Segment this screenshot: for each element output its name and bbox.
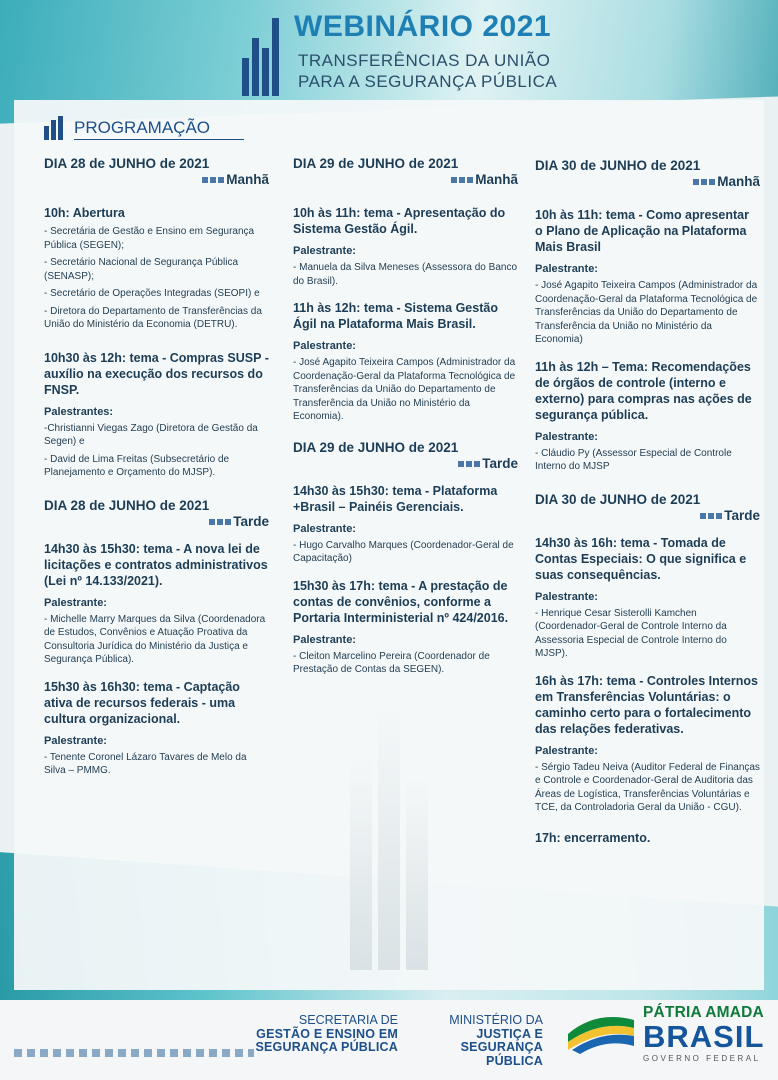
speaker-item: - Hugo Carvalho Marques (Coordenador-Geral de Capacitação) (293, 539, 514, 564)
speaker-item: - Secretário de Operações Integradas (SEOPI) e (44, 288, 260, 299)
speaker-item: -Christianni Viegas Zago (Diretora de Gestão da Segen) e (44, 422, 258, 447)
period-label: Manhã (535, 174, 760, 189)
session-title: 11h às 12h: tema - Sistema Gestão Ágil na Plataforma Mais Brasil. (293, 301, 498, 331)
session-block (293, 578, 518, 677)
speaker-item: - Manuela da Silva Meneses (Assessora do Banco do Brasil). (293, 262, 518, 287)
building-graphic (378, 710, 400, 970)
speaker-label: Palestrante: (44, 596, 107, 609)
speaker-item: - Michelle Marry Marques da Silva (Coordenadora de Estudos, Convênios e Atuação Proativa da Consultoria Jurídica do Ministério da Justiça e Segurança Pública). (44, 613, 266, 665)
speaker-item: - Cláudio Py (Assessor Especial de Controle Interno do MJSP (535, 447, 732, 472)
period-label: Tarde (535, 508, 760, 523)
period-label: Tarde (44, 514, 269, 529)
session-title: 11h às 12h – Tema: Recomendações de órgãos de controle (interno e externo) para compras nas ações de segurança pública. (535, 359, 752, 422)
speaker-item: - Henrique Cesar Sisterolli Kamchen (Coordenador-Geral de Controle Interno da Assessoria Especial de Controle Interno do MJSP). (535, 607, 727, 659)
event-title: WEBINÁRIO 2021 (294, 10, 552, 43)
building-logo-icon (242, 16, 286, 96)
session-title: 10h30 às 12h: tema - Compras SUSP - auxílio na execução dos recursos do FNSP. (44, 350, 269, 397)
speaker-item: - José Agapito Teixeira Campos (Administrador da Coordenação-Geral da Plataforma Tecnológica de Transferências da União do Departamento de Transferência da União no Ministério da Economia) (535, 280, 758, 345)
session-title: 10h às 11h: tema - Apresentação do Sistema Gestão Ágil. (293, 206, 506, 236)
session-block (293, 205, 518, 288)
session-block (44, 350, 269, 480)
event-subtitle: TRANSFERÊNCIAS DA UNIÃO PARA A SEGURANÇA PÚBLICA (298, 51, 558, 91)
session-block (535, 359, 760, 474)
speaker-item: - Secretária de Gestão e Ensino em Segurança Pública (SEGEN); (44, 226, 255, 251)
schedule-column-day-30 (535, 158, 760, 845)
building-graphic (406, 780, 428, 970)
day-heading: DIA 30 de JUNHO de 2021 (535, 491, 701, 507)
day-heading: DIA 30 de JUNHO de 2021 (535, 158, 701, 173)
session-block (293, 483, 518, 566)
schedule-column-day-28 (44, 156, 269, 778)
session-title: 14h30 às 15h30: tema - A nova lei de licitações e contratos administrativos (Lei nº 14.133/2021). (44, 541, 268, 588)
day-heading: DIA 29 de JUNHO de 2021 (293, 156, 459, 171)
session-title: 10h: Abertura (44, 206, 125, 220)
footer (0, 1000, 778, 1080)
speaker-item: - Sérgio Tadeu Neiva (Auditor Federal de Finanças e Controle e Coordenador-Geral de Auditoria das Áreas de Logística, Transferências Voluntárias e TCE, da Controladoria Geral da União - CGU). (535, 761, 760, 813)
speaker-item: - Secretário Nacional de Segurança Pública (SENASP); (44, 257, 238, 282)
session-block (535, 207, 760, 347)
period-label: Manhã (44, 172, 269, 187)
speaker-label: Palestrante: (535, 744, 598, 757)
period-label: Manhã (293, 172, 518, 187)
session-block (293, 300, 518, 424)
speaker-label: Palestrante: (535, 263, 598, 275)
speaker-item: - José Agapito Teixeira Campos (Administrador da Coordenação-Geral da Plataforma Tecnológica de Transferências da União do Departamento de Transferência da União no Ministério da Economia). (293, 357, 516, 422)
speaker-label: Palestrante: (293, 245, 356, 257)
session-title: 10h às 11h: tema - Como apresentar o Plano de Aplicação na Plataforma Mais Brasil (535, 208, 749, 254)
building-graphic (350, 760, 372, 970)
speaker-item: - Cleiton Marcelino Pereira (Coordenador de Prestação de Contas da SEGEN). (293, 650, 490, 675)
session-block (44, 541, 269, 667)
session-title: 15h30 às 16h30: tema - Captação ativa de recursos federais - uma cultura organizacional. (44, 679, 240, 726)
session-title: 15h30 às 17h: tema - A prestação de contas de convênios, conforme a Portaria Interministerial nº 424/2016. (293, 578, 509, 625)
building-logo-icon (44, 116, 68, 140)
speaker-label: Palestrante: (293, 522, 356, 535)
segen-logo-text: SECRETARIA DE GESTÃO E ENSINO EM SEGURANÇA PÚBLICA (255, 1013, 398, 1054)
schedule-column-day-29 (293, 156, 518, 677)
period-label: Tarde (293, 456, 518, 471)
speaker-label: Palestrante: (293, 633, 356, 646)
decorative-dots (14, 1049, 254, 1057)
brazil-flag-logo-icon (566, 1006, 636, 1054)
event-header (242, 10, 562, 100)
mjsp-logo-text: MINISTÉRIO DA JUSTIÇA E SEGURANÇA PÚBLICA (449, 1013, 543, 1068)
section-title: PROGRAMAÇÃO (74, 118, 211, 137)
closing-text: 17h: encerramento. (535, 830, 651, 845)
speaker-label: Palestrantes: (44, 405, 114, 418)
session-title: 14h30 às 16h: tema - Tomada de Contas Especiais: O que significa e suas consequências. (535, 535, 747, 582)
speaker-label: Palestrante: (535, 590, 598, 603)
speaker-label: Palestrante: (293, 340, 356, 352)
session-block (535, 673, 760, 815)
day-heading: DIA 28 de JUNHO de 2021 (44, 497, 210, 513)
section-underline (74, 139, 244, 140)
speaker-item: - David de Lima Freitas (Subsecretário de Planejamento e Orçamento do MJSP). (44, 453, 230, 478)
speaker-label: Palestrante: (44, 734, 107, 747)
session-block (535, 535, 760, 661)
speaker-item: - Diretora do Departamento de Transferências da União do Ministério da Economia (DETRU). (44, 305, 262, 330)
session-title: 16h às 17h: tema - Controles Internos em Transferências Voluntárias: o caminho certo para o fortalecimento das relações federativas. (535, 673, 758, 736)
day-heading: DIA 29 de JUNHO de 2021 (293, 439, 459, 455)
speaker-item: - Tenente Coronel Lázaro Tavares de Melo da Silva – PMMG. (44, 751, 247, 776)
session-block (44, 679, 269, 778)
government-logo-text: PÁTRIA AMADA BRASIL GOVERNO FEDERAL (643, 1004, 765, 1063)
session-block (44, 205, 269, 332)
speaker-label: Palestrante: (535, 430, 598, 443)
session-title: 14h30 às 15h30: tema - Plataforma +Brasil – Painéis Gerenciais. (293, 483, 498, 514)
day-heading: DIA 28 de JUNHO de 2021 (44, 156, 210, 171)
